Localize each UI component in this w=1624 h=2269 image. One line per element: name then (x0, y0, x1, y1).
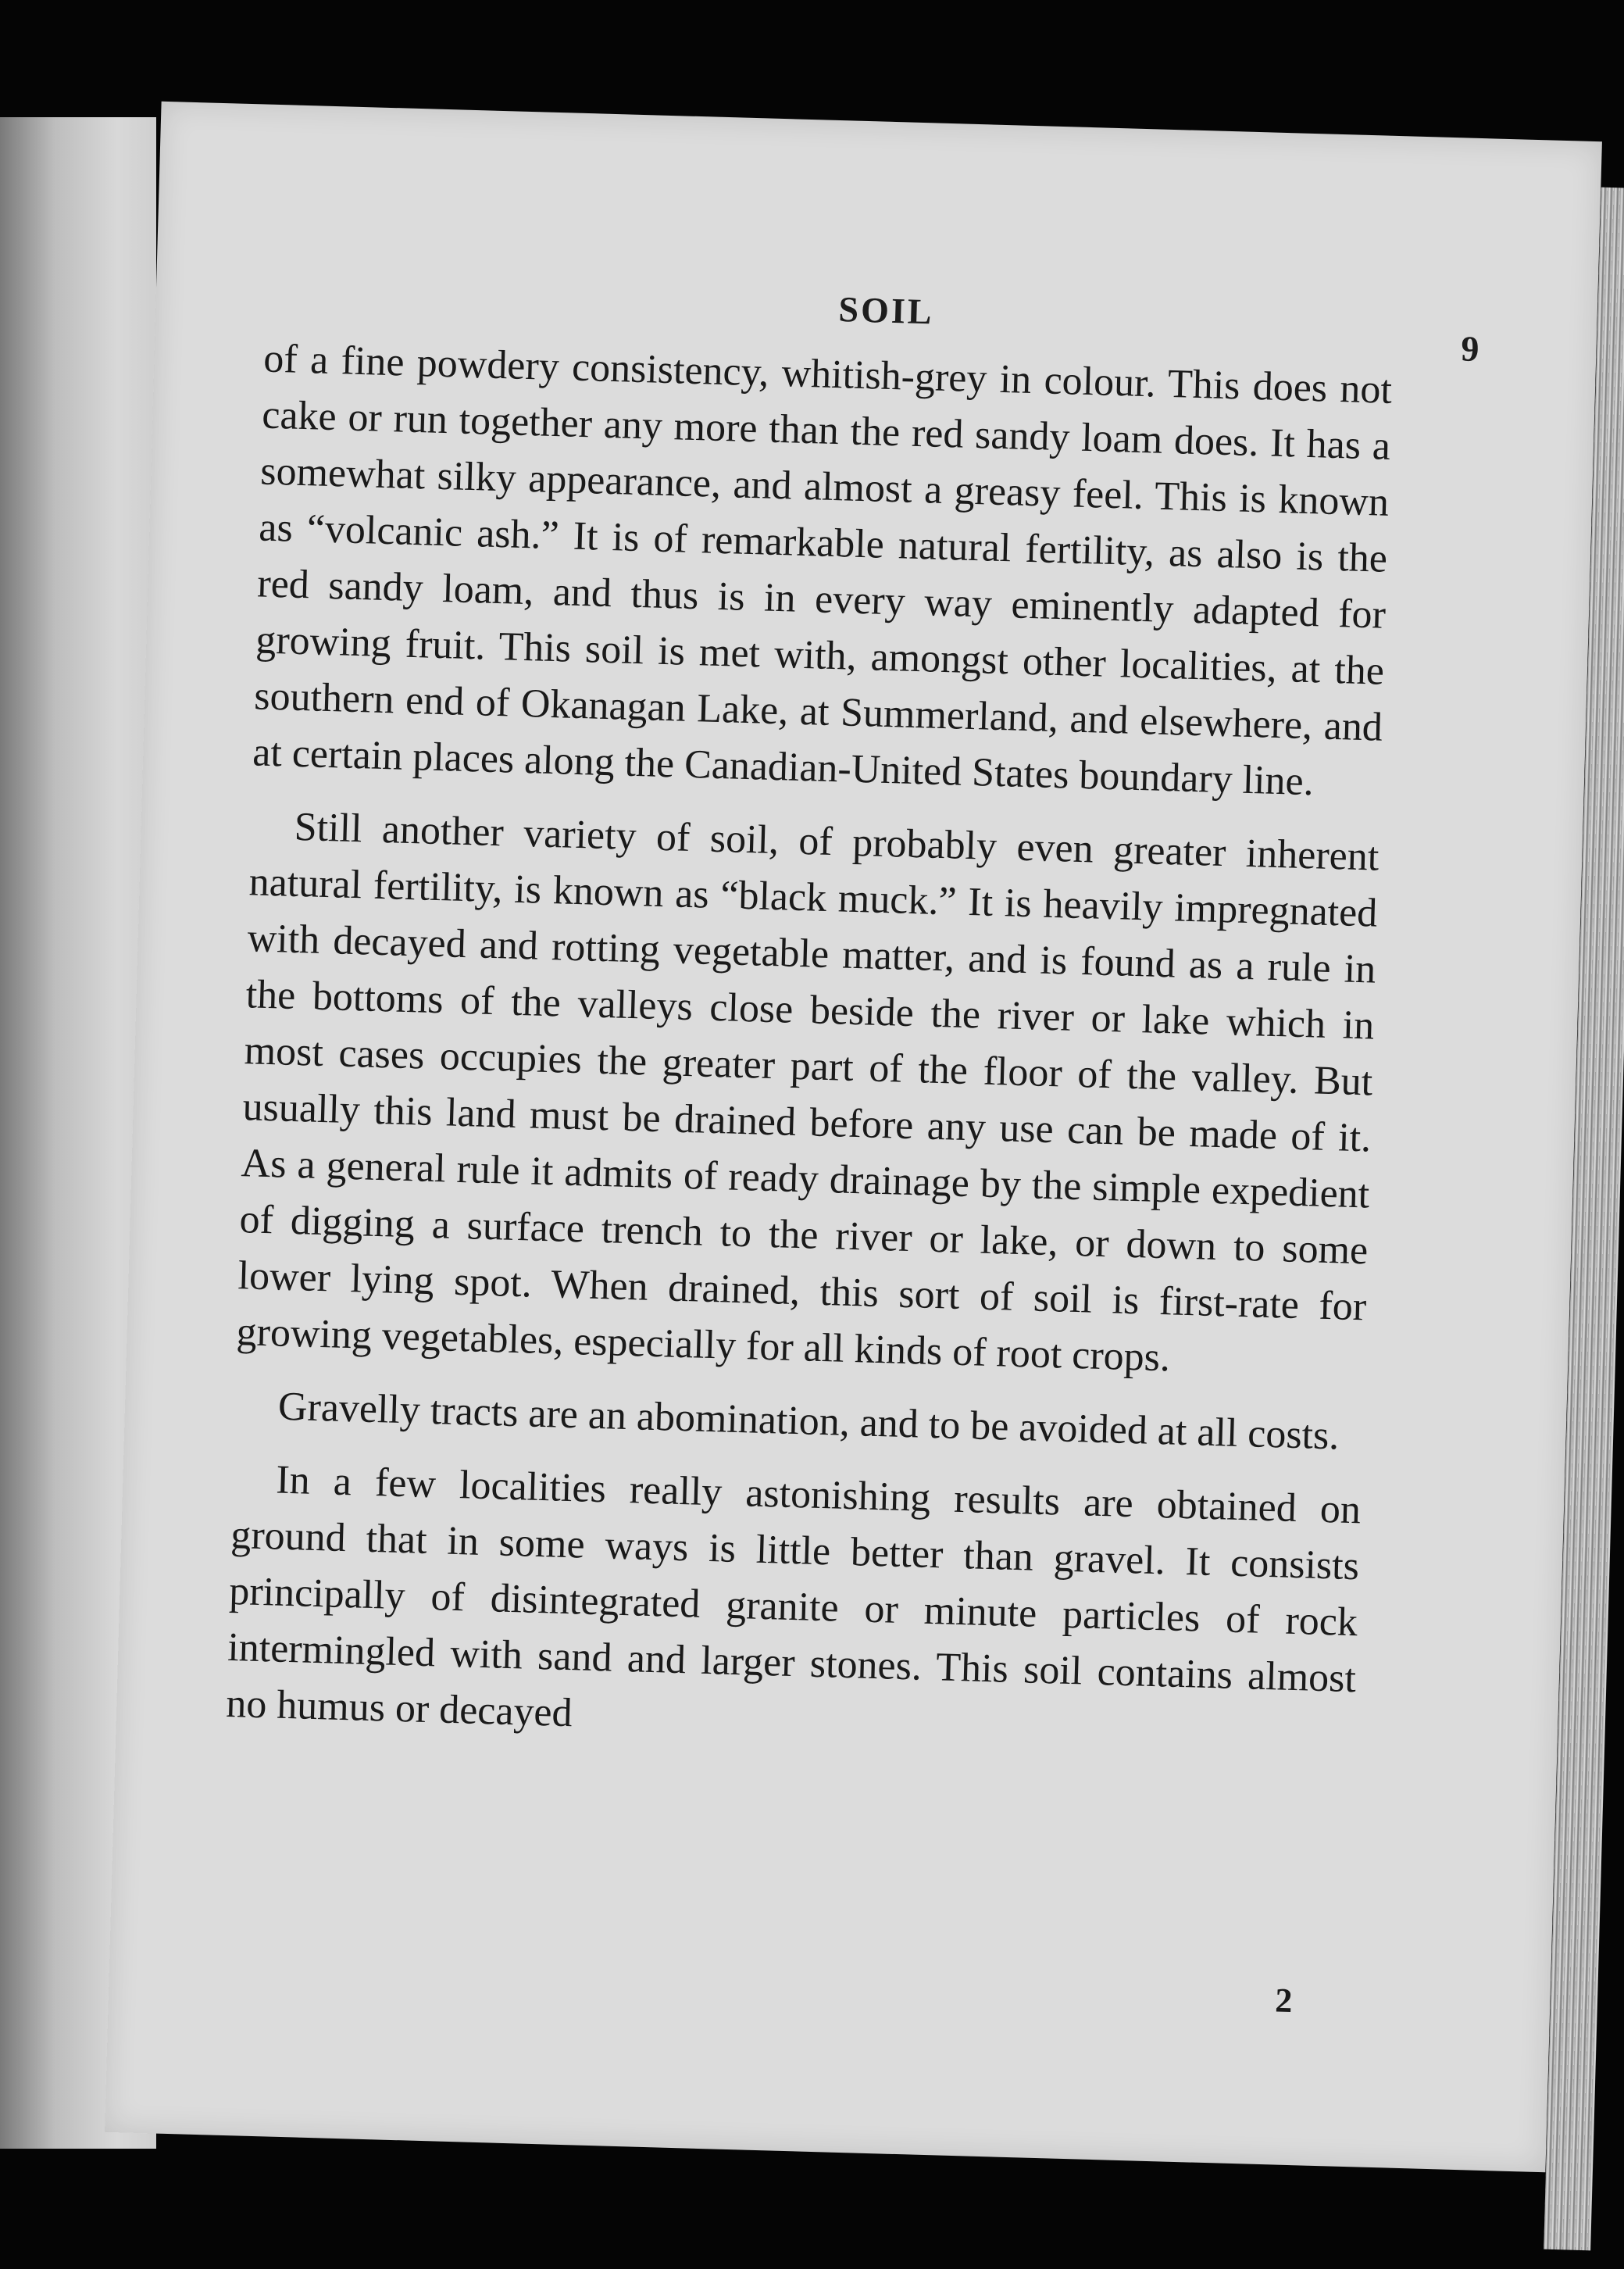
running-head: SOIL (837, 289, 935, 332)
signature-mark: 2 (1274, 1981, 1294, 2021)
paragraph: Gravelly tracts are an abomination, and to be avoided at all costs. (277, 1384, 1340, 1459)
paragraph: In a few localities really astonishing results are obtained on ground that in some ways is little better than gravel. It consists principally of disintegrated granite or minute particles of rock intermingled with sand and larger stones. This soil contains almost no humus or decayed (225, 1457, 1362, 1736)
page-number: 9 (1460, 328, 1480, 369)
body-text (225, 331, 1393, 1781)
paragraph: Still another variety of soil, of probably even greater inherent natural fertility, is known as “black muck.” It is heavily impregnated with decayed and rotting vegetable matter, and is found as a rule in the bottoms of the valleys close beside the river or lake which in most cases occupies the greater part of the floor of the valley. But usually this land must be drained before any use can be made of it. As a general rule it admits of ready drainage by the simple expedient of digging a surface trench to the river or lake, or down to some lower lying spot. When drained, this sort of soil is first-rate for growing vegetables, especially for all kinds of root crops. (235, 804, 1380, 1381)
paragraph: of a fine powdery consistency, whitish-grey in colour. This does not cake or run together any more than the red sandy loam does. It has a somewhat silky appearance, and almost a greasy feel. This is known as “volcanic ash.” It is of remarkable natural fertility, as also is the red sandy loam, and thus is in every way eminently adapted for growing fruit. This soil is met with, amongst other localities, at the southern end of Okanagan Lake, at Summerland, and elsewhere, and at certain places along the Canadian-United States boundary line. (252, 336, 1393, 805)
book-page (105, 102, 1602, 2173)
